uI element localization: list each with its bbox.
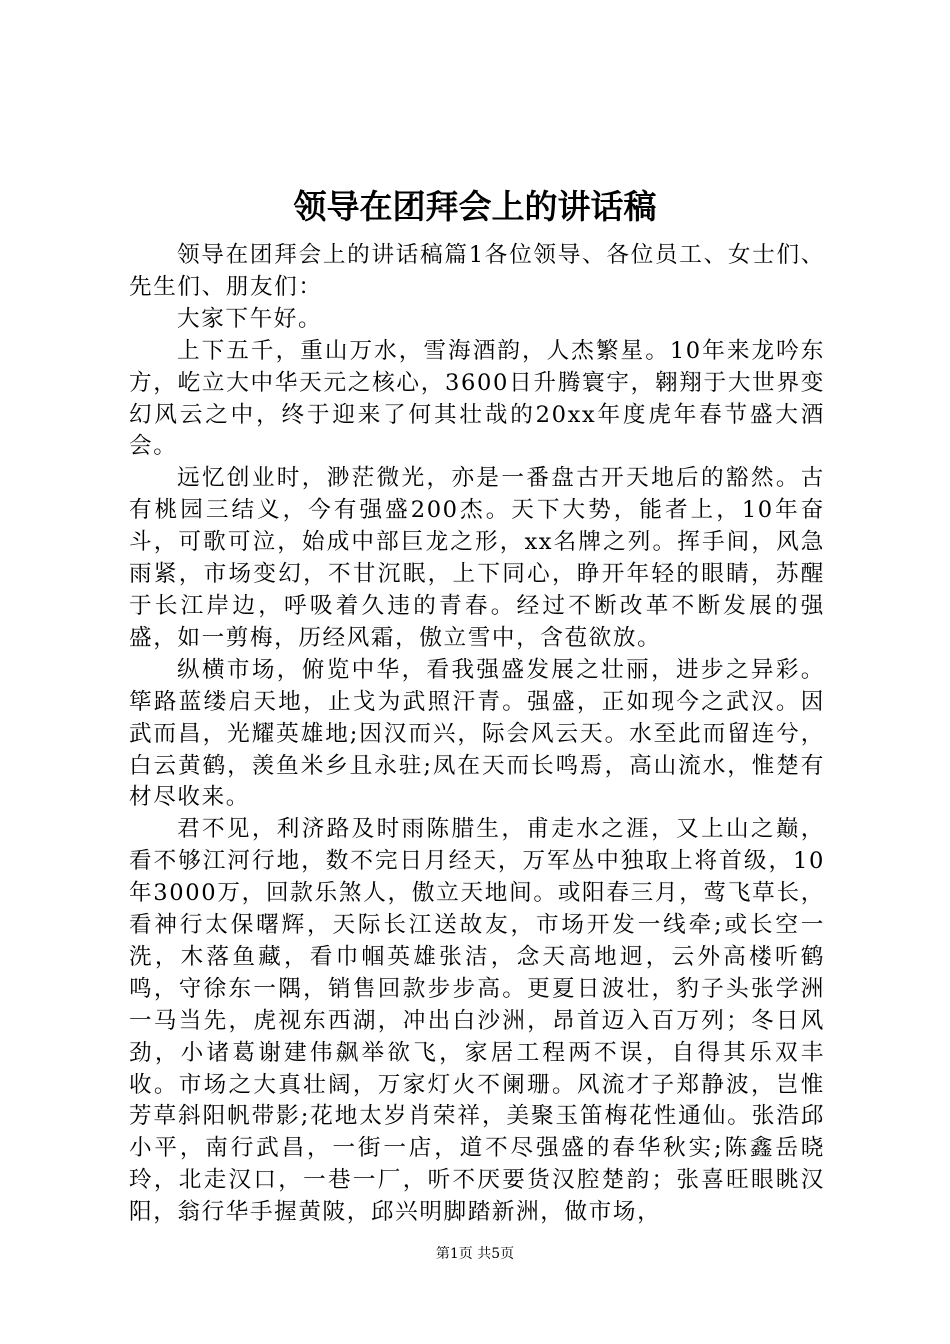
paragraph-good-afternoon: 大家下午好。 [177, 305, 323, 332]
paragraph-founding: 远忆创业时，渺茫微光，亦是一番盘古开天地后的豁然。古有桃园三结义，今有强盛200杰。天下大势，能者上，10年奋斗，可歌可泣，始成中部巨龙之形，xx名牌之列。挥手间，风急雨紧，市场变幻，不甘沉眠，上下同心，睁开年轻的眼睛，苏醒于长江岸边，呼吸着久违的青春。经过不断改革不断发展的强盛，如一剪梅，历经风霜，傲立雪中，含苞欲放。 [129, 465, 825, 651]
document-body [129, 240, 825, 1229]
document-title: 领导在团拜会上的讲话稿 [293, 187, 657, 226]
paragraph-greeting: 领导在团拜会上的讲话稿篇1各位领导、各位员工、女士们、先生们、朋友们： [129, 242, 825, 300]
paragraph-market: 纵横市场，俯览中华，看我强盛发展之壮丽，进步之异彩。筚路蓝缕启天地，止戈为武照汗青。强盛，正如现今之武汉。因武而昌，光耀英雄地;因汉而兴，际会风云天。水至此而留连兮，白云黄鹤，羡鱼米乡且永驻;凤在天而长鸣焉，高山流水，惟楚有材尽收来。 [129, 656, 825, 811]
page-indicator: 第1页 共5页 [435, 1246, 515, 1262]
paragraph-achievements: 君不见，利济路及时雨陈腊生，甫走水之涯，又上山之巅，看不够江河行地，数不完日月经天，万军丛中独取上将首级，10年3000万，回款乐煞人，傲立天地间。或阳春三月，莺飞草长，看神行太保曙辉，天际长江送故友，市场开发一线牵;或长空一洗，木落鱼藏，看巾帼英雄张洁，念天高地迥，云外高楼听鹤鸣，守徐东一隅，销售回款步步高。更夏日波壮，豹子头张学洲一马当先，虎视东西湖，冲出白沙洲，昂首迈入百万列；冬日风劲，小诸葛谢建伟飙举欲飞，家居工程两不误，自得其乐双丰收。市场之大真壮阔，万家灯火不阑珊。风流才子郑静波，岂惟芳草斜阳帆带影;花地太岁肖荣祥，美聚玉笛梅花性通仙。张浩邱小平，南行武昌，一街一店，道不尽强盛的春华秋实;陈鑫岳晓玲，北走汉口，一巷一厂，听不厌要货汉腔楚韵；张喜旺眼眺汉阳，翁行华手握黄陂，邱兴明脚踏新洲，做市场， [129, 816, 825, 1226]
paragraph-ten-years: 上下五千，重山万水，雪海酒韵，人杰繁星。10年来龙吟东方，屹立大中华天元之核心，3600日升腾寰宇，翱翔于大世界变幻风云之中，终于迎来了何其壮哉的20xx年度虎年春节盛大酒会。 [129, 337, 825, 460]
